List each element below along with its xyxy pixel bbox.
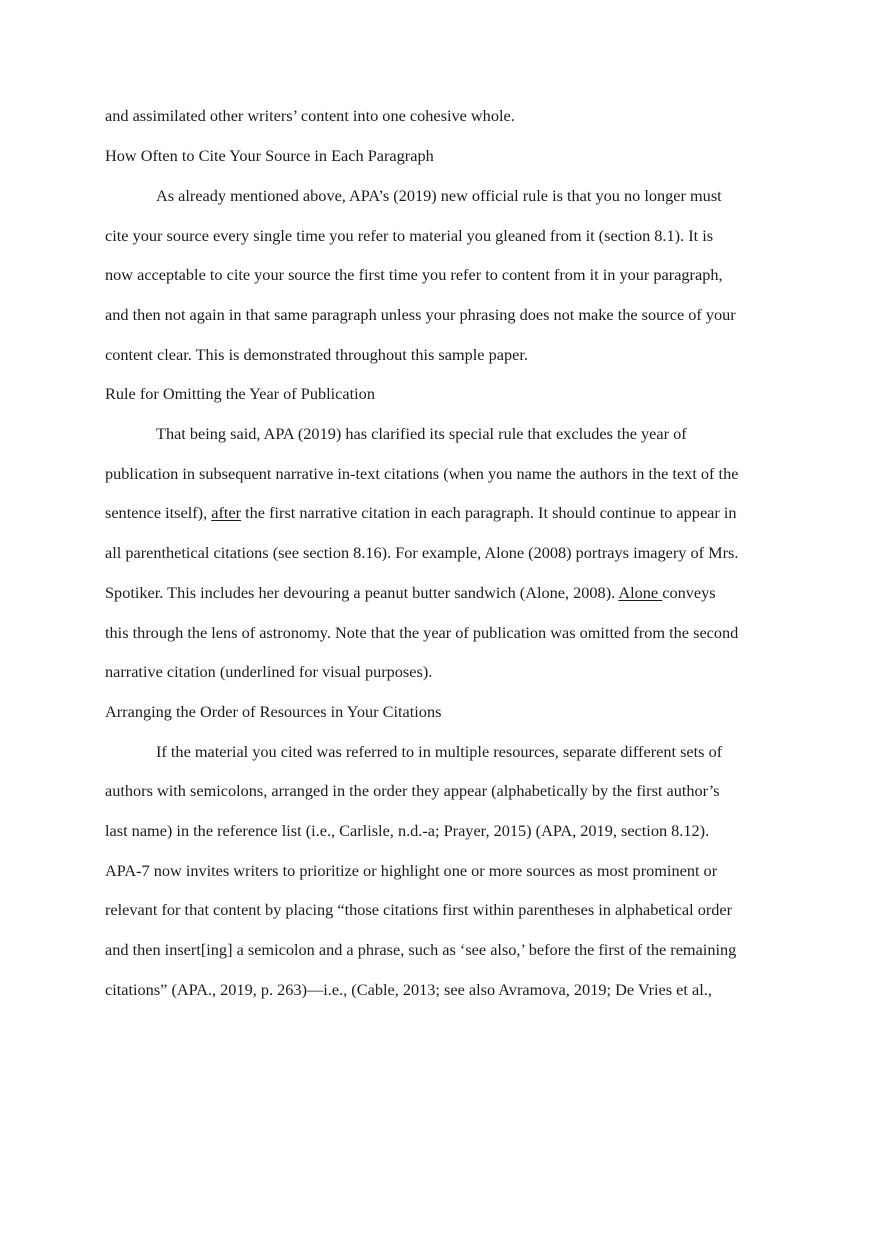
body-text-line: this through the lens of astronomy. Note that the year of publication was omitted from the second <box>105 623 739 642</box>
paragraph-first-line: If the material you cited was referred to in multiple resources, separate different sets of <box>156 742 723 761</box>
text-segment: sentence itself), <box>105 503 212 522</box>
body-text-line: relevant for that content by placing “those citations first within parentheses in alphabetical order <box>105 900 733 919</box>
paragraph-first-line: That being said, APA (2019) has clarified its special rule that excludes the year of <box>156 424 687 443</box>
body-text-line: last name) in the reference list (i.e., Carlisle, n.d.-a; Prayer, 2015) (APA, 2019, section 8.12). <box>105 821 710 840</box>
body-text-line: and then insert[ing] a semicolon and a phrase, such as ‘see also,’ before the first of the remaining <box>105 940 737 959</box>
paragraph-first-line: As already mentioned above, APA’s (2019) new official rule is that you no longer must <box>156 186 722 205</box>
body-text-line: narrative citation (underlined for visual purposes). <box>105 662 433 681</box>
body-text-line: content clear. This is demonstrated throughout this sample paper. <box>105 345 528 364</box>
text-segment: conveys <box>662 583 716 602</box>
body-text-line: and assimilated other writers’ content into one cohesive whole. <box>105 106 515 125</box>
body-text-line: now acceptable to cite your source the first time you refer to content from it in your paragraph, <box>105 265 723 284</box>
body-text-line <box>105 503 737 523</box>
underlined-word: Alone <box>618 583 663 602</box>
body-text-line: all parenthetical citations (see section 8.16). For example, Alone (2008) portrays imagery of Mrs. <box>105 543 739 562</box>
body-text-line: authors with semicolons, arranged in the order they appear (alphabetically by the first author’s <box>105 781 720 800</box>
body-text-line: cite your source every single time you refer to material you gleaned from it (section 8.1). It is <box>105 226 714 245</box>
body-text-line: APA-7 now invites writers to prioritize or highlight one or more sources as most prominent or <box>105 861 718 880</box>
underlined-word: after <box>211 503 242 522</box>
body-text-line: and then not again in that same paragraph unless your phrasing does not make the source of your <box>105 305 736 324</box>
body-text-line: publication in subsequent narrative in-text citations (when you name the authors in the text of the <box>105 464 739 483</box>
body-text-line <box>105 583 716 603</box>
section-heading: Arranging the Order of Resources in Your Citations <box>105 702 442 721</box>
text-segment: Spotiker. This includes her devouring a peanut butter sandwich (Alone, 2008). <box>105 583 619 602</box>
section-heading: How Often to Cite Your Source in Each Paragraph <box>105 146 434 165</box>
body-text-line: citations” (APA., 2019, p. 263)—i.e., (Cable, 2013; see also Avramova, 2019; De Vries et al., <box>105 980 712 999</box>
section-heading: Rule for Omitting the Year of Publication <box>105 384 375 403</box>
text-segment: the first narrative citation in each paragraph. It should continue to appear in <box>241 503 737 522</box>
